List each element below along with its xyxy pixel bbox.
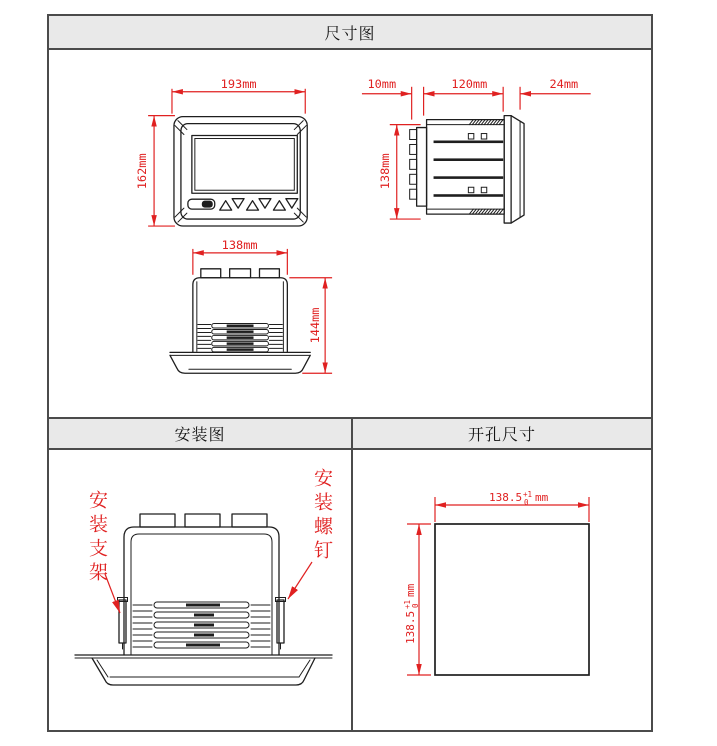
screw-arrow [288, 562, 312, 599]
power-indicator [188, 199, 215, 209]
front-width-label: 193mm [220, 76, 257, 91]
svg-text:mm: mm [535, 491, 549, 504]
cutout-height-label [403, 583, 420, 644]
svg-text:0: 0 [411, 603, 420, 608]
installation-title: 安装图 [174, 427, 226, 444]
dimension-drawings [49, 50, 651, 419]
svg-text:+1: +1 [403, 599, 412, 609]
cutout-view [403, 490, 589, 675]
cutout-header [353, 419, 651, 448]
front-height-label: 162mm [135, 153, 150, 190]
cutout-svg [353, 450, 651, 730]
svg-text:138.5: 138.5 [404, 610, 417, 644]
cutout-square [435, 524, 589, 675]
svg-text:+1: +1 [523, 490, 533, 499]
vent-hatch-top [469, 120, 503, 125]
side-bezel-depth-label: 24mm [549, 76, 579, 91]
vent-hatch-bottom [469, 209, 503, 214]
terminal-blocks-side [410, 128, 427, 207]
terminal-blocks-top [201, 269, 280, 278]
installation-view [75, 514, 332, 685]
dimensions-title: 尺寸图 [324, 25, 376, 43]
side-terminal-depth-label: 10mm [367, 76, 397, 91]
dimensions-header [49, 16, 651, 50]
mounting-screw-right [276, 598, 286, 650]
svg-text:138.5: 138.5 [489, 491, 523, 504]
bracket-label: 安装支架 [86, 490, 107, 586]
top-width-label: 138mm [221, 237, 258, 252]
cutout-panel [353, 450, 651, 730]
svg-text:mm: mm [404, 583, 417, 597]
lower-headers [49, 419, 651, 450]
side-height-label: 138mm [377, 153, 392, 190]
dimension-drawings-svg [49, 50, 651, 415]
spec-table [47, 14, 653, 732]
vent-slats [154, 602, 249, 648]
center-slats [212, 324, 269, 352]
front-view [135, 77, 307, 226]
screw-label: 安装螺钉 [311, 468, 332, 564]
key-triangles [220, 199, 298, 210]
side-view [362, 77, 591, 223]
installation-panel [49, 450, 353, 730]
installation-header [49, 419, 353, 448]
cutout-title: 开孔尺寸 [467, 427, 536, 444]
svg-text:0: 0 [524, 498, 529, 507]
top-view [170, 238, 332, 373]
mounting-bracket-left [118, 598, 128, 650]
top-height-label: 144mm [308, 307, 323, 344]
side-body-depth-label: 120mm [451, 76, 488, 91]
